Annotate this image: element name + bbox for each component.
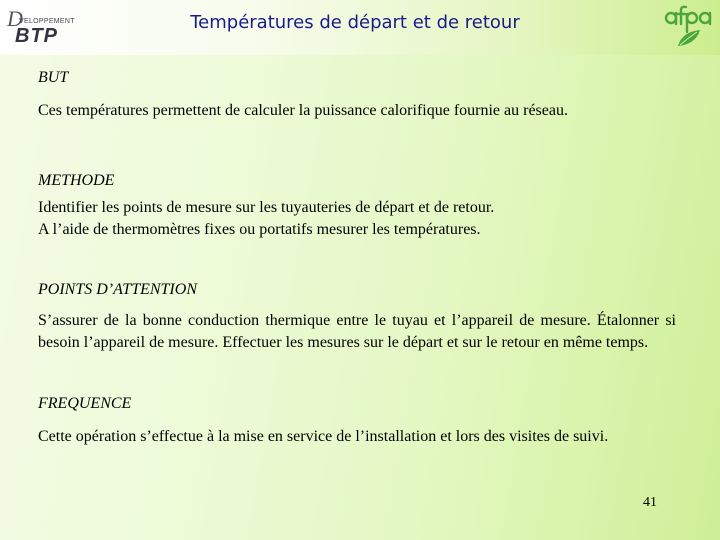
section-heading: POINTS D’ATTENTION [38, 281, 197, 298]
section-methode [38, 171, 676, 241]
section-text: S’assurer de la bonne conduction thermique entre le tuyau et l’appareil de mesure. Étalonner si besoin l’appareil de mesure. Effectuer les mesures sur le départ et sur le retour en même temps. [38, 312, 676, 351]
section-points-attention [38, 280, 676, 354]
section-frequence [38, 394, 676, 448]
header-band [0, 0, 720, 55]
section-heading: FREQUENCE [38, 395, 132, 412]
logo-btp-text: BTP [15, 25, 58, 47]
afpa-logo [660, 2, 716, 52]
logo-small-text: VELOPPEMENT [19, 18, 75, 25]
section-heading: BUT [38, 69, 69, 86]
section-text: Ces températures permettent de calculer la puissance calorifique fournie au réseau. [38, 102, 568, 119]
main-content [38, 66, 676, 448]
section-text: Cette opération s’effectue à la mise en service de l’installation et lors des visites de suivi. [38, 428, 609, 445]
section-text: Identifier les points de mesure sur les tuyauteries de départ et de retour. [38, 199, 495, 216]
page-number: 41 [643, 495, 657, 510]
developpement-btp-logo [5, 6, 75, 47]
page-title: Températures de départ et de retour [190, 12, 520, 33]
logo-letter: D [7, 6, 23, 31]
section-but [38, 68, 676, 122]
section-heading: METHODE [38, 172, 115, 189]
section-text: A l’aide de thermomètres fixes ou portatifs mesurer les températures. [38, 221, 481, 238]
